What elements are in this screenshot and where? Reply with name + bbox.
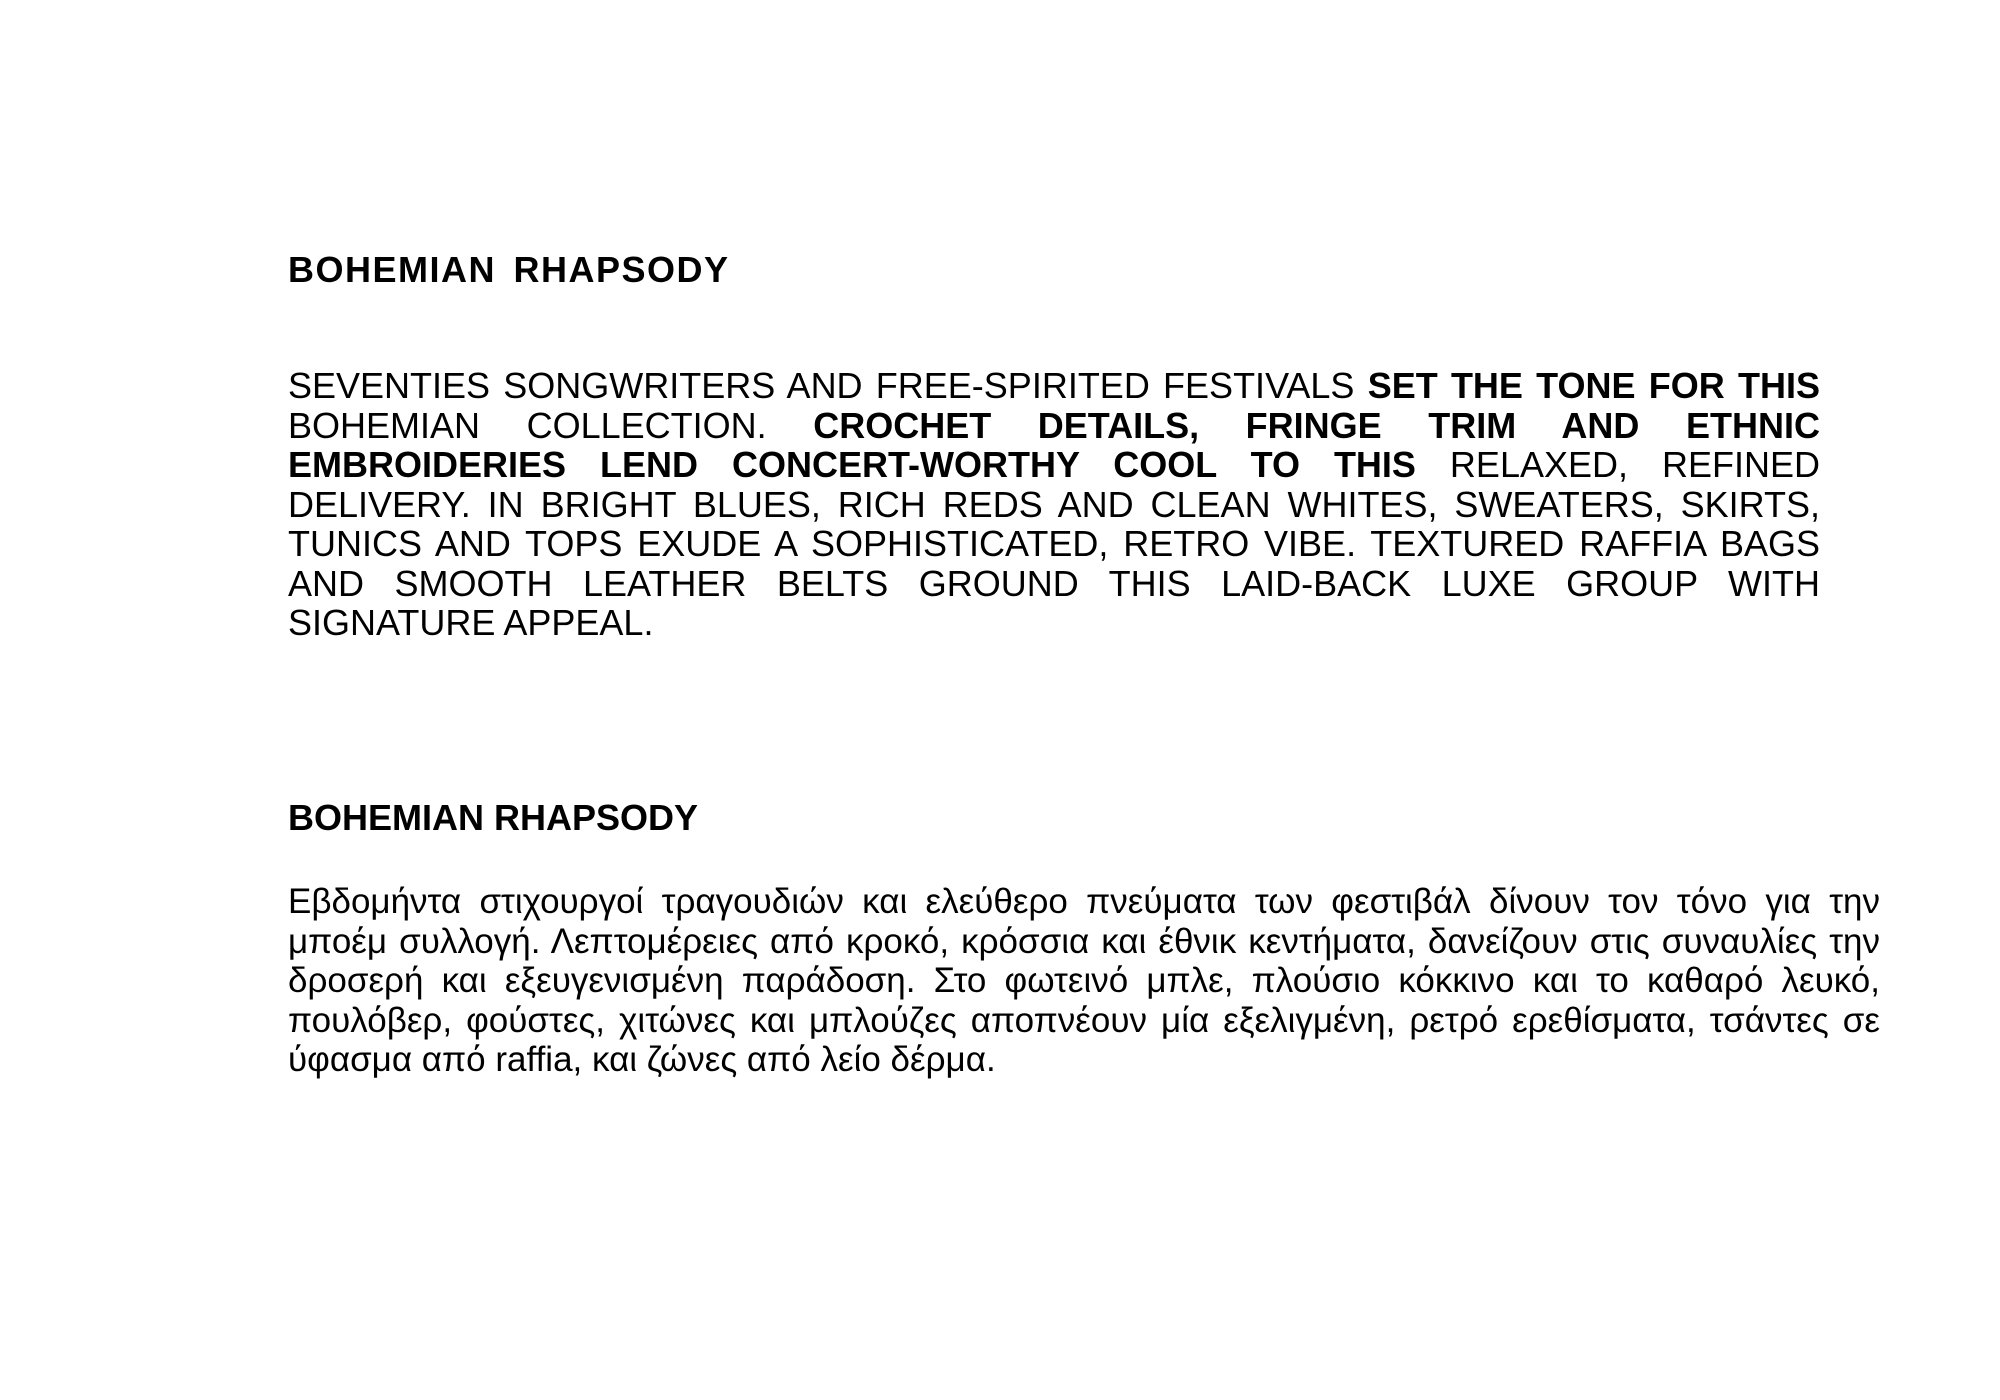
english-heading: BOHEMIAN RHAPSODY bbox=[288, 249, 730, 290]
english-segment-2-bold: SET THE TONE FOR THIS bbox=[1367, 365, 1820, 406]
greek-heading: BOHEMIAN RHAPSODY bbox=[288, 797, 699, 838]
english-section bbox=[288, 248, 1820, 679]
english-segment-5: RELAXED, REFINED DELIVERY. IN BRIGHT BLUES, RICH REDS AND CLEAN WHITES, SWEATERS, SKIRTS, TUNICS AND TOPS EXUDE A SOPHISTICATED, RETRO VIBE. TEXTURED RAFFIA BAGS AND SMOOTH LEATHER BELTS GROUND THIS LAID-BACK LUXE GROUP WITH SIGNATURE APPEAL. bbox=[288, 444, 1820, 643]
english-paragraph bbox=[288, 366, 1820, 643]
english-segment-4-bold: CROCHET DETAILS, FRINGE TRIM AND ETHNIC EMBROIDERIES LEND CONCERT-WORTHY COOL TO THIS bbox=[288, 404, 1820, 485]
greek-paragraph: Εβδομήντα στιχουργοί τραγουδιών και ελεύθερο πνεύματα των φεστιβάλ δίνουν τον τόνο για την μποέμ συλλογή. Λεπτομέρειες από κροκό, κρόσσια και έθνικ κεντήματα, δανείζουν στις συναυλίες την δροσερή και εξευγενισμένη παράδοση. Στο φωτεινό μπλε, πλούσιο κόκκινο και το καθαρό λευκό, πουλόβερ, φούστες, χιτώνες και μπλούζες αποπνέουν μία εξελιγμένη, ρετρό ερεθίσματα, τσάντες σε ύφασμα από raffia, και ζώνες από λείο δέρμα. bbox=[288, 882, 1880, 1079]
english-segment-3: BOHEMIAN COLLECTION. bbox=[288, 404, 814, 446]
greek-section bbox=[288, 796, 1880, 1115]
english-segment-1: SEVENTIES SONGWRITERS AND FREE-SPIRITED FESTIVALS bbox=[288, 365, 1368, 406]
